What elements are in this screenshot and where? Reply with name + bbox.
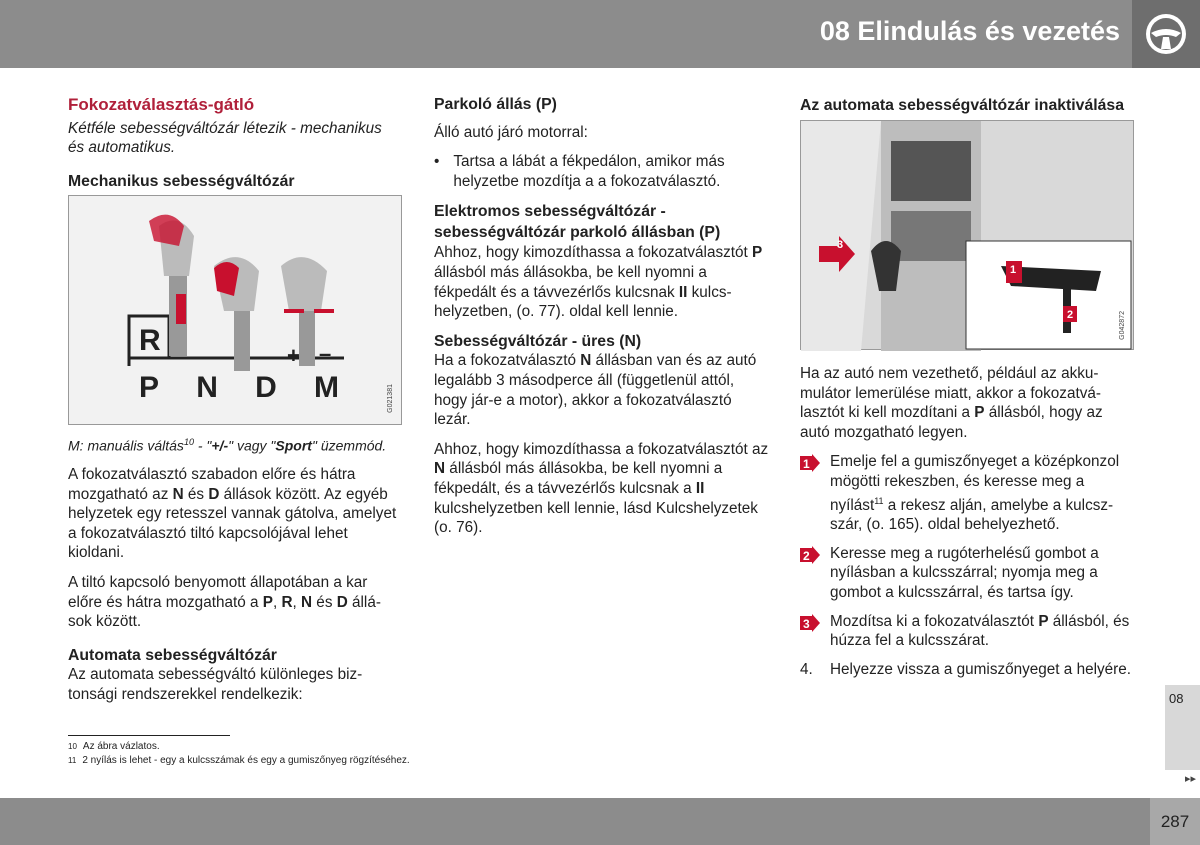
console-photo — [800, 120, 1134, 350]
heading-park: Parkoló állás (P) — [434, 96, 557, 113]
figure-caption: M: manuális váltás$^{10}$ - "+/-" vagy "Sport" üzemmód. — [68, 437, 387, 455]
heading-electric: Elektromos sebességváltózár - sebességváltózár parkoló állásban (P) — [434, 203, 721, 242]
step-3-icon — [800, 614, 820, 632]
bullet-item: • Tartsa a lábát a fékpedálon, amikor más helyzetbe mozdítja a a fokozatválasztó. — [434, 153, 725, 190]
heading-mechanical: Mechanikus sebességváltózár — [68, 172, 295, 190]
gear-n: N — [196, 371, 218, 405]
chapter-title: 08 Elindulás és vezetés — [819, 16, 1120, 46]
callout-1: 1 — [1010, 264, 1017, 276]
callout-2: 2 — [1067, 309, 1074, 321]
steering-wheel-icon — [1132, 0, 1200, 68]
column-3 — [800, 95, 1135, 688]
heading-inactivation: Az automata sebességváltózár inaktiválása — [800, 97, 1124, 114]
paragraph: Ha a fokozatválasztó N állásban van és az autó legalább 3 másodperce áll (függetlenül attól, hogy jár-e a motor), akkor a fokozatválasztó lezár. — [434, 352, 757, 429]
column-1 — [68, 95, 398, 715]
column-2 — [434, 95, 769, 548]
paragraph: Ha az autó nem vezethető, például az akkumulátor lemerülése miatt, akkor a fokozatválasztót ki kell mozdítani a P állásból, hogy az autó mozgatható legyen. — [800, 365, 1103, 441]
step-1-icon — [800, 454, 820, 472]
paragraph: Az automata sebességváltó különleges biztonsági rendszerekkel rendelkezik: — [68, 666, 363, 703]
step-4: 4. Helyezze vissza a gumiszőnyeget a helyére. — [800, 660, 1131, 678]
paragraph: A tiltó kapcsoló benyomott állapotában a kar előre és hátra mozgatható a P, R, N és D állások között. — [68, 574, 381, 631]
svg-text:2: 2 — [803, 548, 810, 563]
paragraph: A fokozatválasztó szabadon előre és hátra mozgatható az N és D állások között. Az egyéb helyzetek egy retesszel vannak gátolva, amelyet a fokozatválasztó tiltó kapcsolójával lehet kioldani. — [68, 466, 397, 562]
next-page-arrows: ▸▸ — [1185, 773, 1197, 785]
step-3: 3 Mozdítsa ki a fokozatválasztót P állásból, és húzza fel a kulcsszárat. — [800, 612, 1135, 651]
chapter-side-tab[interactable]: 08 — [1165, 685, 1200, 770]
footnote-divider — [68, 735, 230, 736]
heading-automatic: Automata sebességváltózár — [68, 646, 277, 664]
gear-d: D — [255, 371, 277, 405]
page-number: 287 — [1150, 798, 1200, 845]
gear-lock-illustration — [68, 195, 402, 425]
gear-m: M — [313, 371, 339, 405]
step-1: 1 Emelje fel a gumiszőnyeget a középkonzol mögötti rekeszben, és keresse meg a nyílást$^{11}$ a rekesz alján, amelybe a kulcszszár, (o. 165). oldal behelyezhető. — [800, 452, 1135, 534]
minus-label: – — [319, 341, 332, 367]
footnote-11: 11 2 nyílás is lehet - egy a kulcsszámak és egy a gumiszőnyeg rögzítéséhez. — [68, 755, 410, 766]
paragraph: Ahhoz, hogy kimozdíthassa a fokozatválasztót P állásból más állásokba, be kell nyomni a fékpedált és a távvezérlős kulcsnak II kulcshelyzetben, (o. 77). oldal kell lennie. — [434, 244, 763, 321]
page-header — [0, 0, 1132, 68]
page-footer — [0, 798, 1165, 845]
svg-text:1: 1 — [803, 457, 810, 472]
step-2-icon — [800, 546, 820, 564]
svg-text:3: 3 — [803, 616, 810, 631]
section-title: Fokozatválasztás-gátló — [68, 95, 255, 114]
figure-code: G042872 — [1119, 311, 1126, 340]
step-2: 2 Keresse meg a rugóterhelésű gombot a nyílásban a kulcsszárral; nyomja meg a gombot a kulcsszárral, és tartsa így. — [800, 544, 1135, 603]
paragraph: Álló autó járó motorral: — [434, 123, 588, 141]
footnote-10: 10 Az ábra vázlatos. — [68, 741, 160, 752]
intro-text: Kétféle sebességváltózár létezik - mechanikus és automatikus. — [68, 119, 382, 157]
plus-label: + — [287, 343, 300, 369]
paragraph: Ahhoz, hogy kimozdíthassa a fokozatválasztót az N állásból más állásokba, be kell nyomni a fékpedált, és a távvezérlős kulcsnak a II kulcshelyzetben kell lennie, lásd Kulcshelyzetek (o. 76). — [434, 440, 769, 537]
heading-neutral: Sebességváltózár - üres (N) — [434, 332, 642, 350]
gear-label-r: R — [139, 324, 161, 358]
gear-p: P — [139, 371, 160, 405]
callout-3: 3 — [837, 239, 844, 251]
figure-code: G021381 — [387, 384, 394, 414]
